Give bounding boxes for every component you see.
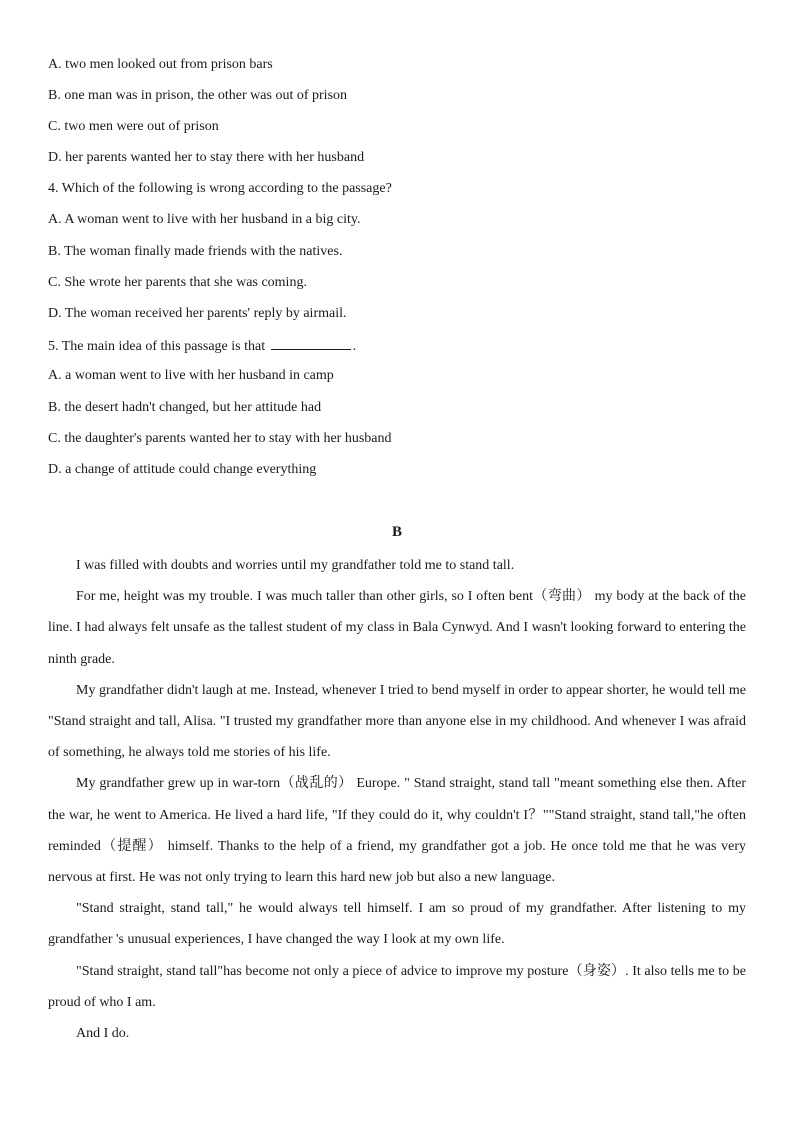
answer-blank: [271, 336, 351, 350]
q4-stem: 4. Which of the following is wrong according to the passage?: [48, 181, 392, 196]
passage-paragraph: And I do.: [76, 1026, 130, 1042]
q5-option-c: C. the daughter's parents wanted her to stay with her husband: [48, 431, 392, 446]
q4-option-c: C. She wrote her parents that she was coming.: [48, 275, 307, 290]
q4-option-a: A. A woman went to live with her husband in a big city.: [48, 212, 361, 227]
q5-option-b: B. the desert hadn't changed, but her attitude had: [48, 400, 322, 415]
q5-stem-text: 5. The main idea of this passage is that: [48, 339, 266, 354]
q5-stem-end: .: [352, 339, 357, 354]
passage-paragraph: "Stand straight, stand tall"has become not only a piece of advice to improve my posture（身姿）. It also tells me to be proud of who I am.: [48, 963, 746, 1010]
q3-option-c: C. two men were out of prison: [48, 119, 219, 134]
q5-stem: [48, 336, 748, 356]
q5-option-d: D. a change of attitude could change everything: [48, 462, 317, 477]
q4-option-d: D. The woman received her parents' reply by airmail.: [48, 306, 347, 321]
q4-option-b: B. The woman finally made friends with the natives.: [48, 244, 343, 259]
section-title: B: [391, 524, 402, 540]
q3-option-d: D. her parents wanted her to stay there with her husband: [48, 150, 365, 165]
passage-paragraph: My grandfather didn't laugh at me. Instead, whenever I tried to bend myself in order to appear shorter, he would tell me "Stand straight and tall, Alisa. "I trusted my grandfather more than anyone else in my childhood. And whenever I was afraid of something, he always told me stories of his life.: [48, 682, 746, 761]
passage-paragraph: I was filled with doubts and worries until my grandfather told me to stand tall.: [76, 558, 515, 573]
passage-paragraph: My grandfather grew up in war-torn（战乱的） Europe. " Stand straight, stand tall "meant something else then. After the war, he went to America. He lived a hard life, "If they could do it, why couldn't I？""Stand straight, stand tall,"he often reminded（提醒） himself. Thanks to the help of a friend, my grandfather got a job. He once told me that he was very nervous at first. He was not only trying to learn this hard new job but also a new language.: [48, 776, 746, 886]
q3-option-a: A. two men looked out from prison bars: [48, 57, 273, 72]
q3-option-b: B. one man was in prison, the other was out of prison: [48, 88, 348, 103]
passage-paragraph: "Stand straight, stand tall," he would always tell himself. I am so proud of my grandfather. After listening to my grandfather 's unusual experiences, I have changed the way I look at my own life.: [48, 901, 746, 948]
passage-paragraph: For me, height was my trouble. I was much taller than other girls, so I often bent（弯曲） my body at the back of the line. I had always felt unsafe as the tallest student of my class in Bala Cynwyd. And I wasn't looking forward to entering the ninth grade.: [48, 589, 746, 667]
reading-passage: [48, 550, 746, 1049]
q5-option-a: A. a woman went to live with her husband in camp: [48, 368, 334, 383]
